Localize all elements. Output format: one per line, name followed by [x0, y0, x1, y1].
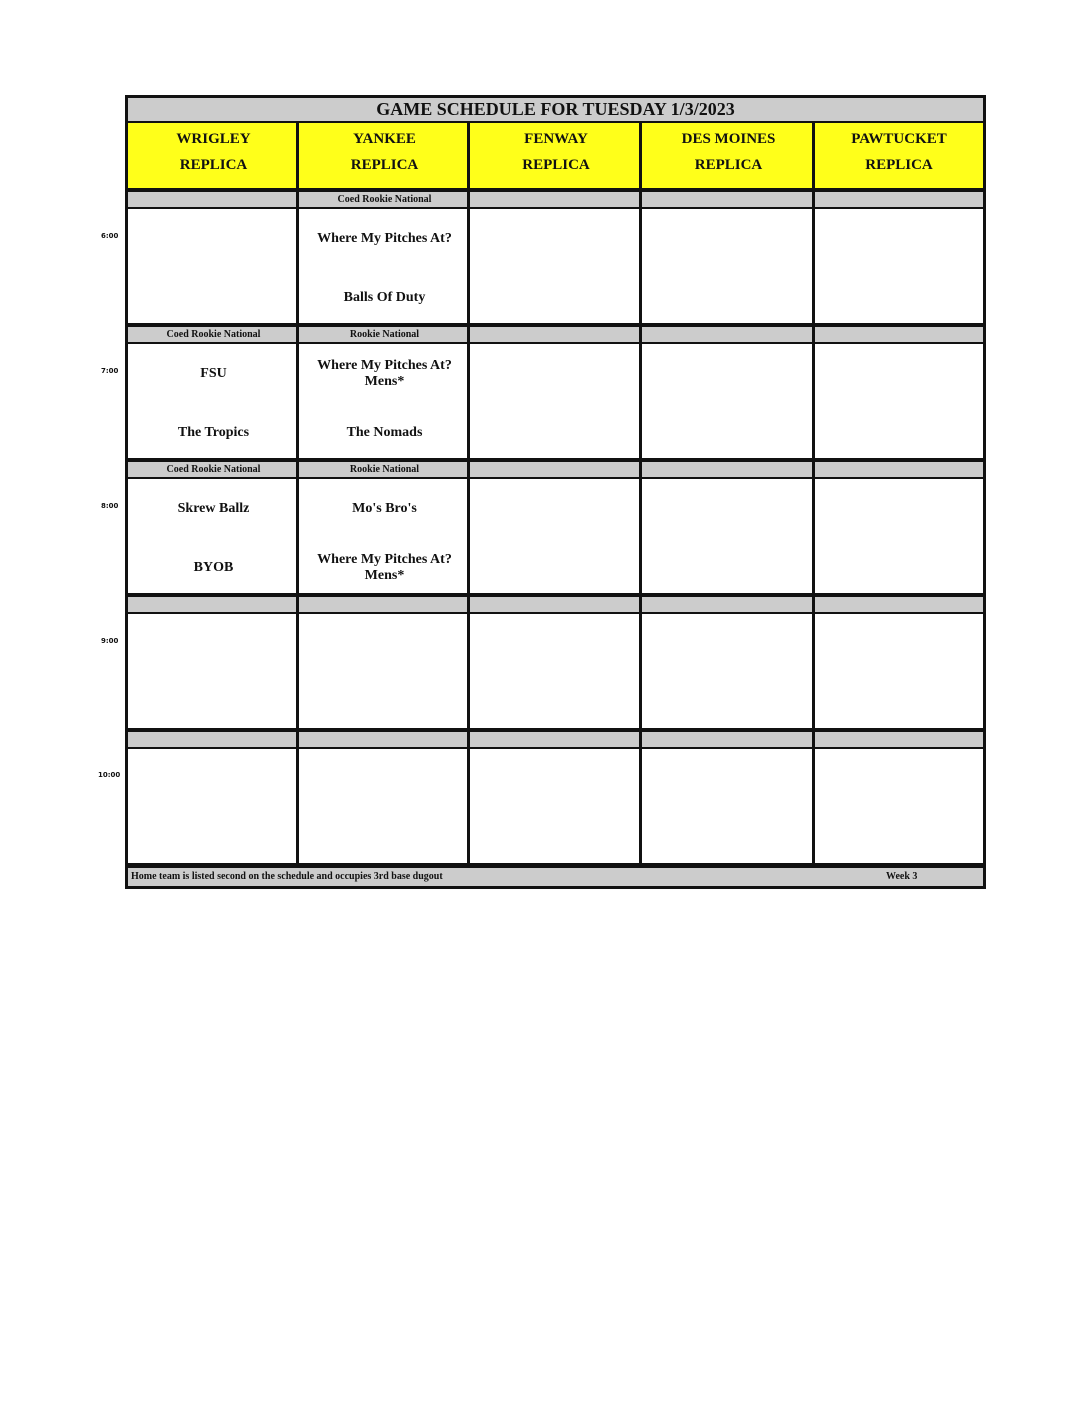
division-label — [815, 326, 983, 344]
division-label: Rookie National — [299, 326, 470, 344]
division-label — [815, 596, 983, 614]
field-name: DES MOINES — [681, 131, 776, 147]
column-divider — [467, 123, 470, 868]
game-cell — [470, 479, 642, 596]
game-cell — [815, 344, 983, 461]
field-header — [642, 123, 815, 191]
game-cell — [128, 614, 299, 731]
home-team: Balls Of Duty — [343, 290, 426, 305]
game-cell — [470, 749, 642, 866]
field-subtitle: REPLICA — [694, 157, 763, 173]
division-label — [470, 596, 642, 614]
field-subtitle: REPLICA — [179, 157, 248, 173]
field-name: WRIGLEY — [176, 131, 251, 147]
division-label — [642, 461, 815, 479]
division-label — [642, 326, 815, 344]
field-header — [815, 123, 983, 191]
game-cell — [470, 614, 642, 731]
game-cell — [815, 479, 983, 596]
division-label: Coed Rookie National — [128, 461, 299, 479]
division-label — [470, 191, 642, 209]
footer-bar — [128, 866, 983, 886]
time-label: 9:00 — [101, 637, 119, 645]
game-cell — [299, 479, 470, 596]
page-title: GAME SCHEDULE FOR TUESDAY 1/3/2023 — [128, 98, 983, 123]
away-team: Where My Pitches At? — [317, 231, 452, 246]
field-name: YANKEE — [353, 131, 416, 147]
field-subtitle: REPLICA — [350, 157, 419, 173]
field-name: PAWTUCKET — [851, 131, 947, 147]
home-team: Where My Pitches At? Mens* — [317, 552, 452, 583]
away-team: Where My Pitches At? Mens* — [317, 358, 452, 389]
game-cell — [128, 749, 299, 866]
game-cell — [642, 479, 815, 596]
division-label — [815, 731, 983, 749]
field-header — [128, 123, 299, 191]
division-label — [299, 596, 470, 614]
game-cell — [128, 479, 299, 596]
division-label — [470, 326, 642, 344]
away-team: Mo's Bro's — [352, 501, 417, 516]
column-divider — [639, 123, 642, 868]
game-cell — [299, 209, 470, 326]
schedule-table — [125, 95, 986, 889]
field-name: FENWAY — [524, 131, 588, 147]
game-cell — [815, 209, 983, 326]
away-team: Skrew Ballz — [177, 501, 250, 516]
division-label: Coed Rookie National — [128, 326, 299, 344]
home-team: The Tropics — [177, 425, 250, 440]
division-label — [642, 731, 815, 749]
time-label: 6:00 — [101, 232, 119, 240]
game-cell — [642, 614, 815, 731]
field-subtitle: REPLICA — [522, 157, 590, 173]
game-cell — [128, 344, 299, 461]
division-label — [128, 731, 299, 749]
division-label — [815, 461, 983, 479]
game-cell — [642, 344, 815, 461]
game-cell — [299, 749, 470, 866]
game-cell — [470, 344, 642, 461]
field-subtitle: REPLICA — [865, 157, 933, 173]
game-cell — [299, 344, 470, 461]
division-label — [128, 596, 299, 614]
division-label — [815, 191, 983, 209]
game-cell — [815, 749, 983, 866]
week-label: Week 3 — [886, 871, 918, 882]
division-label: Coed Rookie National — [299, 191, 470, 209]
game-cell — [642, 209, 815, 326]
game-cell — [642, 749, 815, 866]
footer-note: Home team is listed second on the schedule and occupies 3rd base dugout — [131, 871, 443, 882]
time-label: 7:00 — [101, 367, 119, 375]
game-cell — [470, 209, 642, 326]
field-header — [299, 123, 470, 191]
column-divider — [812, 123, 815, 868]
game-cell — [299, 614, 470, 731]
home-team: The Nomads — [346, 425, 423, 440]
division-label — [470, 731, 642, 749]
division-label: Rookie National — [299, 461, 470, 479]
division-label — [642, 596, 815, 614]
game-cell — [128, 209, 299, 326]
away-team: FSU — [200, 366, 227, 381]
time-label: 8:00 — [101, 502, 119, 510]
game-cell — [815, 614, 983, 731]
home-team: BYOB — [193, 560, 234, 575]
column-divider — [296, 123, 299, 868]
time-label: 10:00 — [98, 771, 121, 779]
division-label — [470, 461, 642, 479]
division-label — [642, 191, 815, 209]
division-label — [299, 731, 470, 749]
division-label — [128, 191, 299, 209]
field-header — [470, 123, 642, 191]
